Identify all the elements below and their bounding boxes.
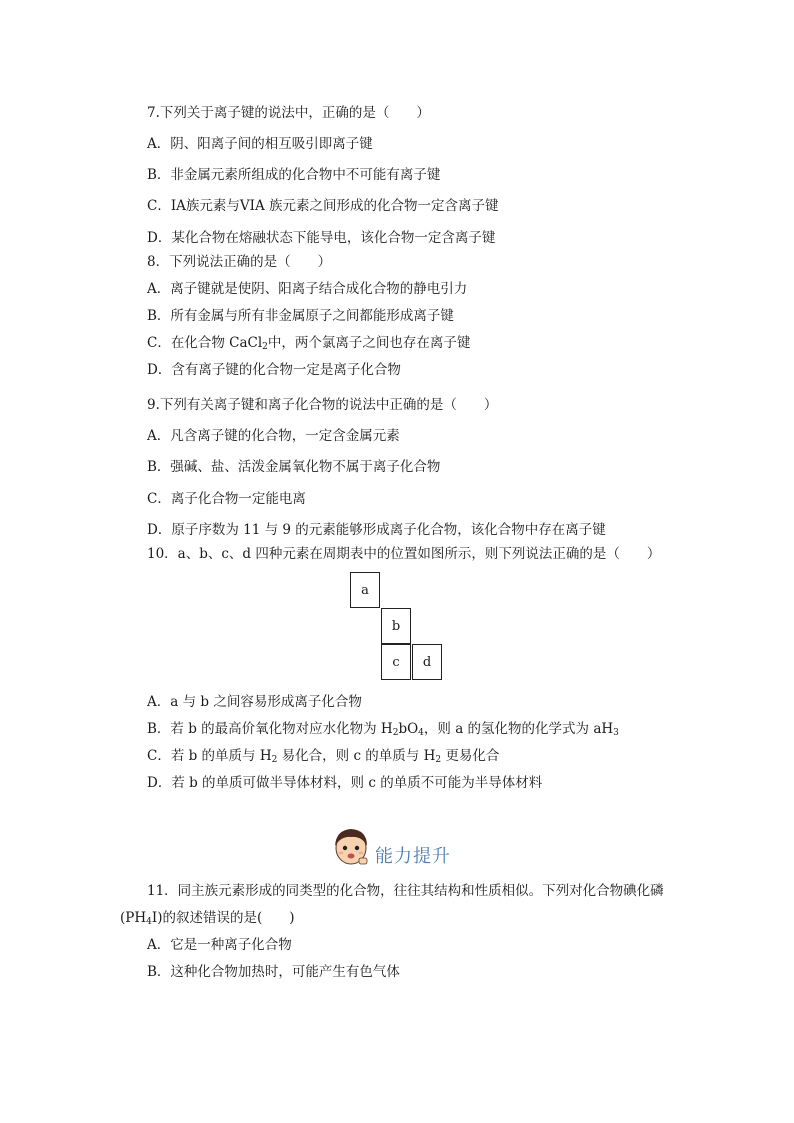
q8-option-c: C．在化合物 CaCl$_2$中，两个氯离子之间也存在离子键 [147,335,471,352]
q10-option-b: B．若 b 的最高价氧化物对应水化物为 $H_2bO_4$，则 a 的氢化物的化学式为 $aH_3$ [147,721,619,738]
grid-cell-c: c [381,644,411,680]
q7-stem: 7.下列关于离子键的说法中，正确的是（ ） [147,105,430,121]
q10-option-c: C．若 b 的单质与 $H_2$ 易化合，则 c 的单质与 $H_2$ 更易化合 [147,748,500,765]
q10-option-d: D．若 b 的单质可做半导体材料，则 c 的单质不可能为半导体材料 [147,775,543,791]
q8-option-d: D．含有离子键的化合物一定是离子化合物 [147,362,401,378]
q9-option-a: A．凡含离子键的化合物，一定含金属元素 [147,428,400,444]
q11-option-b: B．这种化合物加热时，可能产生有色气体 [147,964,400,980]
q10-option-a: A．a 与 b 之间容易形成离子化合物 [147,694,362,710]
q8-stem: 8．下列说法正确的是（ ） [147,254,332,270]
q9-option-c: C．离子化合物一定能电离 [147,491,306,507]
q7-option-a: A．阴、阳离子间的相互吸引即离子键 [147,136,373,152]
q7-option-b: B．非金属元素所组成的化合物中不可能有离子键 [147,167,441,183]
cartoon-student-icon [326,822,376,868]
q9-stem: 9.下列有关离子键和离子化合物的说法中正确的是（ ） [147,397,498,413]
q8-option-b: B．所有金属与所有非金属原子之间都能形成离子键 [147,308,454,324]
section-title: 能力提升 [375,846,451,867]
grid-cell-b: b [381,608,411,644]
q8-option-a: A．离子键就是使阴、阳离子结合成化合物的静电引力 [147,281,468,297]
grid-cell-a: a [350,572,380,608]
q11-stem-line1: 11．同主族元素形成的同类型的化合物，往往其结构和性质相似。下列对化合物碘化磷 [147,883,664,899]
q9-option-b: B．强碱、盐、活泼金属氧化物不属于离子化合物 [147,459,441,475]
q9-option-d: D．原子序数为 11 与 9 的元素能够形成离子化合物，该化合物中存在离子键 [147,522,606,538]
q11-option-a: A．它是一种离子化合物 [147,937,292,953]
grid-cell-d: d [412,644,442,680]
q7-option-c: C．ⅠA族元素与VIA 族元素之间形成的化合物一定含离子键 [147,198,499,214]
q11-stem-line2: $(PH_4I)$的叙述错误的是( ) [120,910,295,927]
q7-option-d: D．某化合物在熔融状态下能导电，该化合物一定含离子键 [147,230,496,246]
q10-stem: 10．a、b、c、d 四种元素在周期表中的位置如图所示，则下列说法正确的是（ ） [147,546,661,562]
